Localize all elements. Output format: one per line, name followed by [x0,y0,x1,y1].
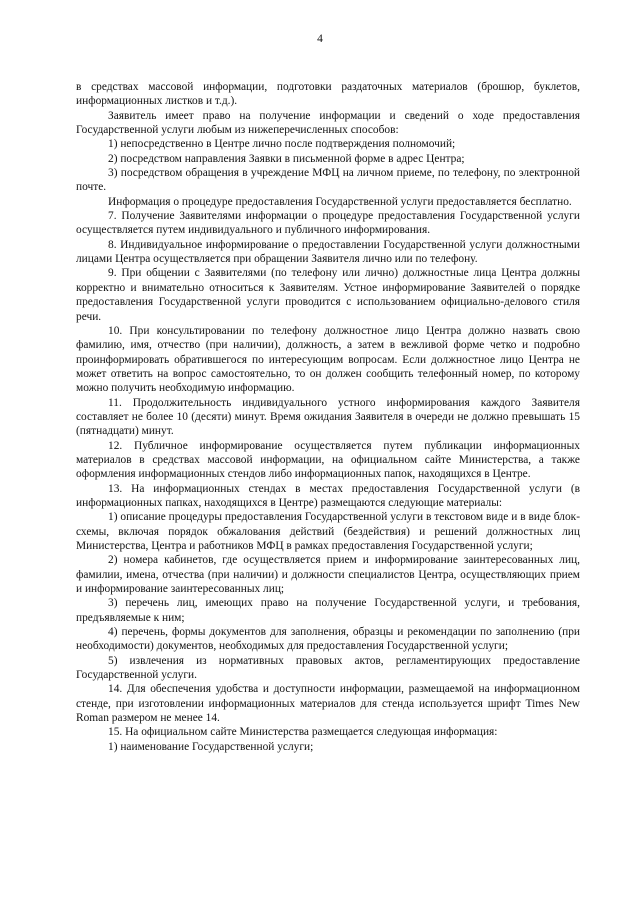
paragraph: 14. Для обеспечения удобства и доступности информации, размещаемой на информационном стенде, при изготовлении информационных материалов для стенда используется шрифт Times New Roman размером не менее 14. [76,683,580,725]
paragraph: 15. На официальном сайте Министерства размещается следующая информация: [108,726,498,739]
paragraph: 10. При консультировании по телефону должностное лицо Центра должно назвать свою фамилию, имя, отчество (при наличии), должность, а затем в вежливой форме четко и подробно проинформировать обратившегося по интересующим вопросам. Если должностное лицо Центра не может ответить на вопрос самостоятельно, то он должен сообщить телефонный номер, по которому можно получить необходимую информацию. [76,324,580,395]
page-number: 4 [317,33,323,45]
list-item: 1) описание процедуры предоставления Государственной услуги в текстовом виде и в виде блок-схемы, включая порядок обжалования действий (бездействия) и решений должностных лиц Министерства, Центра и работников МФЦ в рамках предоставления Государственной услуги; [76,511,580,552]
paragraph: 7. Получение Заявителями информации о процедуре предоставления Государственной услуги осуществляется путем индивидуального и публичного информирования. [76,210,580,237]
list-item: 1) непосредственно в Центре лично после подтверждения полномочий; [108,138,456,151]
list-item: 5) извлечения из нормативных правовых актов, регламентирующих предоставление Государственной услуги. [76,654,580,682]
list-item: 3) посредством обращения в учреждение МФЦ на личном приеме, по телефону, по электронной почте. [76,167,580,194]
paragraph: 13. На информационных стендах в местах предоставления Государственной услуги (в информационных папках, находящихся в Центре) размещаются следующие материалы: [76,482,580,509]
paragraph: Информация о процедуре предоставления Государственной услуги предоставляется бесплатно. [108,195,572,208]
paragraph: Заявитель имеет право на получение информации и сведений о ходе предоставления Государственной услуги любым из нижеперечисленных способов: [76,109,580,137]
paragraph: 8. Индивидуальное информирование о предоставлении Государственной услуги должностными лицами Центра осуществляется при обращении Заявителя лично или по телефону. [76,238,580,266]
list-item: 4) перечень, формы документов для заполнения, образцы и рекомендации по заполнению (при необходимости) документов, необходимых для предоставления Государственной услуги; [76,626,580,653]
list-item: 1) наименование Государственной услуги; [108,740,314,753]
paragraph: 12. Публичное информирование осуществляется путем публикации информационных материалов в средствах массовой информации, на официальном сайте Министерства, а также оформления информационных стендов либо информационных папок, находящихся в Центре. [76,439,580,481]
paragraph: 9. При общении с Заявителями (по телефону или лично) должностные лица Центра должны корректно и внимательно относиться к Заявителям. Устное информирование Заявителей о порядке предоставления Государственной услуги проводится с использованием официально-делового стиля речи. [76,267,580,323]
list-item: 3) перечень лиц, имеющих право на получение Государственной услуги, и требования, предъявляемые к ним; [76,597,580,624]
document-body [76,80,580,754]
list-item: 2) номера кабинетов, где осуществляется прием и информирование заинтересованных лиц, фамилии, имена, отчества (при наличии) и должности специалистов Центра, осуществляющих прием и информирование заинтересованных лиц; [76,554,580,596]
list-item: 2) посредством направления Заявки в письменной форме в адрес Центра; [108,152,465,165]
paragraph: в средствах массовой информации, подготовки раздаточных материалов (брошюр, буклетов, информационных листков и т.д.). [76,81,580,108]
paragraph: 11. Продолжительность индивидуального устного информирования каждого Заявителя составляет не более 10 (десяти) минут. Время ожидания Заявителя в очереди не должно превышать 15 (пятнадцати) минут. [76,396,580,438]
